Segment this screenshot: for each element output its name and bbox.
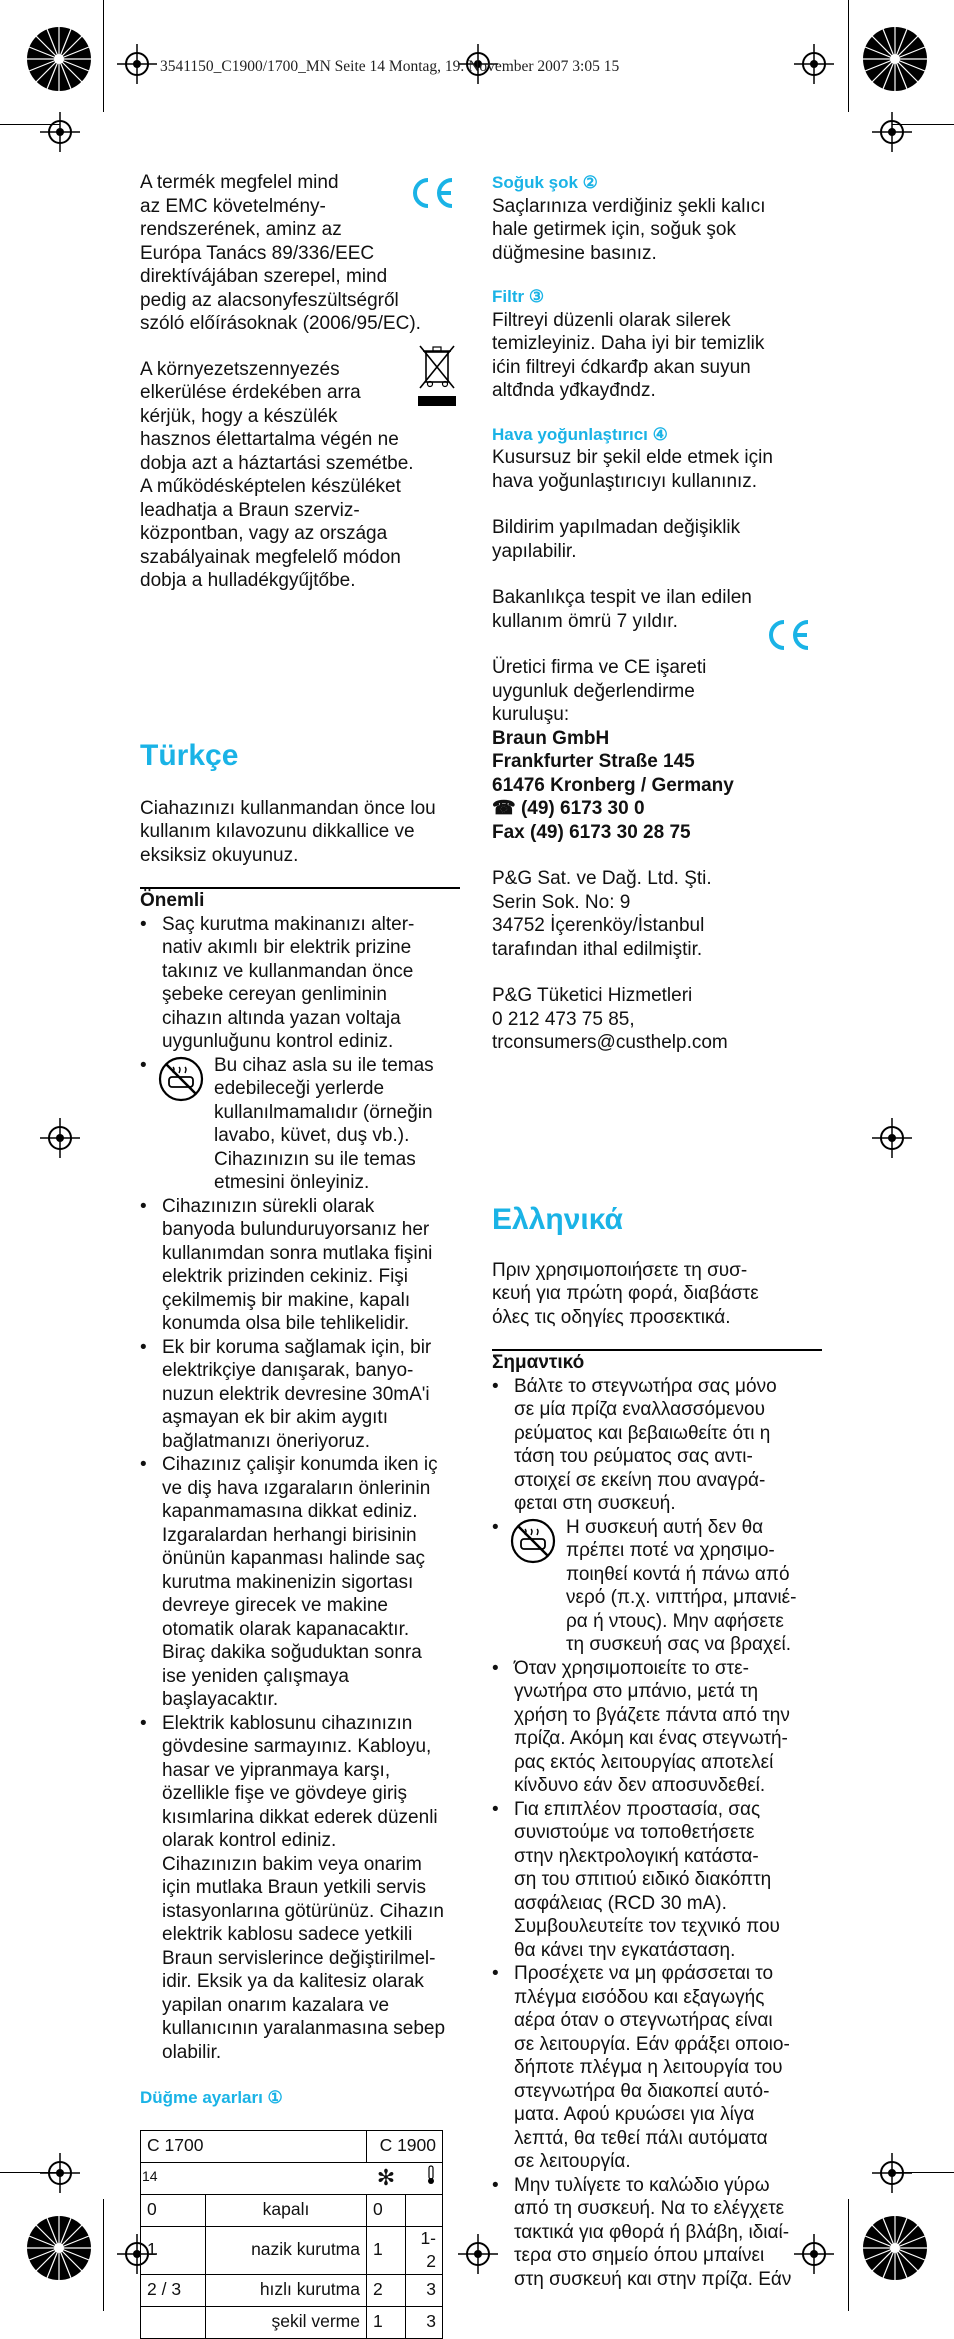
hu-compliance-paragraph: A termék megfelel mind az EMC követelmény- rendszerének, aminz az Európa Tanács 89/336/EEC direktívájában szerepel, mind pedig az alacsonyfeszültségről szóló előírásoknak (2006/95/EC). <box>140 172 421 334</box>
registration-mark-icon <box>794 44 834 84</box>
table-cell: C 1900 <box>367 2130 443 2162</box>
table-cell <box>406 2194 443 2226</box>
registration-mark-icon <box>872 1118 912 1158</box>
registration-mark-icon <box>40 112 80 152</box>
crop-mark <box>103 2199 104 2311</box>
registration-mark-icon <box>872 112 912 152</box>
color-rosette-icon <box>26 26 92 92</box>
table-cell: hızlı kurutma <box>206 2274 367 2306</box>
table-cell: 1-2 <box>406 2226 443 2274</box>
crossed-bin-icon <box>418 342 456 408</box>
color-rosette-icon <box>862 2215 928 2281</box>
gr-water-warning: • Η συσκευή αυτή δεν θα πρέπει ποτέ να χρησιμο- ποιηθεί κοντά ή πάνω από νερό (π.χ. νιπτήρα, μπανιέ- ρα ή ντους). Μην αφήσετε τη συσκευή σας να βραχεί. <box>492 1516 797 1655</box>
bullet-dot: • <box>492 1375 499 1397</box>
bullet-dot: • <box>492 2174 499 2196</box>
bullet-dot: • <box>140 1712 147 1734</box>
tr-water-warning: • Bu cihaz asla su ile temas edebileceği yerlerde kullanılmamalıdır (örneğin lavabo, küvet, duş vb.). Cihazınızın su ile temas etmesini önleyiniz. <box>140 1054 434 1193</box>
hu-disposal-paragraph: A környezetszennyezés elkerülése érdekében arra kérjük, hogy a készülék hasznos élettartalma végén ne dobja azt a háztartási szemétbe. A működésképtelen készüléket leadhatja a Braun szerviz- központban, vagy az országa szabályainak megfelelő módon dobja a hulladékgyűjtőbe. <box>140 358 414 591</box>
gr-bullet: • Προσέχετε να μη φράσσεται το πλέγμα εισόδου και εξαγωγής αέρα όταν ο στεγνωτήρας είναι σε λειτουργία. Εάν φράξει οποιο- δήποτε πλέγμα η λειτουργία του στεγνωτήρα θα διακοπεί αυτό- ματα. Αφού κρυώσει για λίγα λεπτά, θα τεθεί πάλι αυτόματα σε λειτουργία. <box>492 1963 790 2172</box>
tr-notice: Bildirim yapılmadan değişiklik yapılabilir. <box>492 517 741 562</box>
registration-mark-icon <box>40 2153 80 2193</box>
table-cell: 1 <box>141 2226 206 2274</box>
table-row <box>141 2162 443 2194</box>
turkish-title: Türkçe <box>140 738 239 772</box>
gr-bullet: • Μην τυλίγετε το καλώδιο γύρω από τη συσκευή. Να το ελέγχετε τακτικά για φθορά ή βλάβη, ιδιαί- τερα στο σημείο όπου μπαίνει στη συσκευή και στην πρίζα. Εάν <box>492 2174 792 2290</box>
table-cell: 1 <box>367 2226 406 2274</box>
gr-important-label: Σημαντικό <box>492 1352 585 1373</box>
tr-cold-shot-title: Soğuk şok ② <box>492 173 598 192</box>
bullet-dot: • <box>140 913 147 935</box>
tr-address: Braun GmbH Frankfurter Straße 145 61476 Kronberg / Germany ☎ (49) 6173 30 0 Fax (49) 6173 30 28 75 <box>492 727 734 843</box>
settings-table <box>140 2130 443 2339</box>
bullet-dot: • <box>492 1516 499 1538</box>
table-cell: kapalı <box>206 2194 367 2226</box>
table-row <box>141 2274 443 2306</box>
table-cell: C 1700 <box>141 2130 367 2162</box>
tr-filter-title: Filtr ③ <box>492 287 545 306</box>
table-row <box>141 2130 443 2162</box>
table-cell: 2 / 3 <box>141 2274 206 2306</box>
crop-mark <box>848 0 849 112</box>
heat-icon <box>406 2162 443 2194</box>
gr-bullet: • Για επιπλέον προστασία, σας συνιστούμε να τοποθετήσετε στην ηλεκτρολογική κατάστα- ση του σπιτιού ειδικό διακόπτη ασφάλειας (RCD 30 mA). Συμβουλευτείτε τον τεχνικό που θα κάνει την εγκατάσταση. <box>492 1798 780 1961</box>
table-cell: nazik kurutma <box>206 2226 367 2274</box>
table-cell: 1 <box>367 2306 406 2338</box>
tr-buttons-heading: Düğme ayarları ① <box>140 2088 283 2107</box>
bullet-dot: • <box>492 1657 499 1679</box>
tr-consumer: P&G Tüketici Hizmetleri 0 212 473 75 85, trconsumers@custhelp.com <box>492 985 728 1053</box>
tr-intro: Ciahazınızı kullanmandan önce lou kullanım kılavozunu dikkallice ve eksiksiz okuyunuz. <box>140 797 436 866</box>
gr-bullet: • Όταν χρησιμοποιείτε το στε- γνωτήρα στο μπάνιο, μετά τη χρήση το βγάζετε πάντα από την πρίζα. Ακόμη και ένας στεγνωτή- ρας εκτός λειτουργίας αποτελεί κίνδυνο εάν δεν αποσυνδεθεί. <box>492 1657 790 1796</box>
ce-mark-icon <box>764 618 812 652</box>
bullet-dot: • <box>140 1454 147 1475</box>
registration-mark-icon <box>117 44 157 84</box>
table-cell: 3 <box>406 2274 443 2306</box>
tr-filter-text: Filtreyi düzenli olarak silerek temizleyiniz. Daha iyi bir temizlik ićin filtreyi ćdkarđp akan suyun altđnda yđkayđndz. <box>492 309 765 401</box>
tr-lifetime: Bakanlıkça tespit ve ilan edilen kullanım ömrü 7 yıldır. <box>492 587 752 632</box>
table-cell: şekil verme <box>206 2306 367 2338</box>
gr-intro: Πριν χρησιμοποιήσετε τη συσ- κευή για πρώτη φορά, διαβάστε όλες τις οδηγίες προσεκτικά. <box>492 1259 759 1328</box>
tr-manufacturer: Üretici firma ve CE işareti uygunluk değerlendirme kuruluşu: <box>492 657 707 725</box>
print-slug: 3541150_C1900/1700_MN Seite 14 Montag, 19. November 2007 3:05 15 <box>160 58 620 75</box>
crop-mark <box>103 0 104 112</box>
gr-bullet: • Βάλτε το στεγνωτήρα σας μόνο σε μία πρίζα εναλλασσόμενου ρεύματος και βεβαιωθείτε ότι η τάση του ρεύματος σας αντι- στοιχεί σε εκείνη που αναγρά- φεται στη συσκευή. <box>492 1375 777 1514</box>
tr-bullet: • Cihazınızın sürekli olarak banyoda bulunduruyorsanız her kullanımdan sonra mutlaka fişini elektrik prizinden cekiniz. Fişi çekilmemiş bir makine, kapalı konumda olsa bile tehlikelidir. <box>140 1195 433 1334</box>
left-column <box>140 171 460 2339</box>
bullet-dot: • <box>140 1054 147 1076</box>
tr-bullet: • Elektrik kablosunu cihazınızın gövdesine sarmayınız. Kabloyu, hasar ve yipranmaya karşı, özellikle fişe ve gövdeye giriş kısımlarina dikkat ederek düzenli olarak kontrol ediniz. Cihazınızın bakim veya onarim için mutlaka Braun yetkili servis istasyonlarına götürünüz. Cihazın elektrik kablosu sadece yetkili Braun servislerince değiştirilmel- idir. Eksik ya da kalitesiz olarak yapilan onarım kazalara ve kullanıcının yaralanmasına sebep olabilir. <box>140 1712 446 2063</box>
thermometer-icon <box>426 2165 436 2185</box>
no-water-warning-icon <box>158 1056 204 1102</box>
tr-concentrator-text: Kusursuz bir şekil elde etmek için hava yoğunlaştırıcıyı kullanınız. <box>492 447 773 492</box>
table-row <box>141 2226 443 2274</box>
tr-bullet: • Cihazınız çalişir konumda iken iç ve diş hava ızgaraların önlerinin kapanmamasına dikkat ediniz. Izgaralardan herhangi birisinin önünün kapanması halinde saç kurutma makinenizin sigortası devreye girecek ve makine otomatik olarak kapanacaktır. Biraç dakika soğuduktan sonra ise yeniden çalışmaya başlayacaktır. <box>140 1454 438 1710</box>
ce-mark-icon <box>408 176 456 210</box>
bullet-dot: • <box>492 1963 499 1984</box>
greek-title: Ελληνικά <box>492 1202 623 1236</box>
table-cell: 0 <box>367 2194 406 2226</box>
fan-icon: ✻ <box>367 2162 406 2194</box>
tr-cold-shot-text: Saçlarınıza verdiğiniz şekli kalıcı hale getirmek için, soğuk şok düğmesine basınız. <box>492 195 766 264</box>
no-water-warning-icon <box>510 1518 556 1564</box>
bullet-dot: • <box>140 1195 147 1217</box>
table-cell <box>141 2162 367 2194</box>
tr-importer: P&G Sat. ve Dağ. Ltd. Şti. Serin Sok. No: 9 34752 İçerenköy/İstanbul tarafından ithal edilmiştir. <box>492 868 712 960</box>
color-rosette-icon <box>862 26 928 92</box>
tr-bullet: • Ek bir koruma sağlamak için, bir elektrikçiye danışarak, banyo- nuzun elektrik devresine 30mA'i aşmayan ek bir akim aygıtı bağlatmanızı öneriyoruz. <box>140 1336 432 1452</box>
registration-mark-icon <box>40 1118 80 1158</box>
table-cell: 0 <box>141 2194 206 2226</box>
tr-important-label: Önemli <box>140 890 205 911</box>
color-rosette-icon <box>26 2215 92 2281</box>
table-cell: 2 <box>367 2274 406 2306</box>
bullet-dot: • <box>492 1798 499 1820</box>
tr-bullet: • Saç kurutma makinanızı alter- nativ akımlı bir elektrik prizine takınız ve kullanmandan önce şebeke cereyan genliminin cihazın altında yazan voltaja uygunluğunu kontrol ediniz. <box>140 913 415 1052</box>
bullet-dot: • <box>140 1336 147 1358</box>
table-row <box>141 2194 443 2226</box>
tr-concentrator-title: Hava yoğunlaştırıcı ④ <box>492 424 668 444</box>
registration-mark-icon <box>872 2153 912 2193</box>
right-column <box>492 171 822 2291</box>
crop-mark <box>848 2199 849 2311</box>
page-number: 14 <box>142 2168 158 2184</box>
table-cell: 3 <box>406 2306 443 2338</box>
